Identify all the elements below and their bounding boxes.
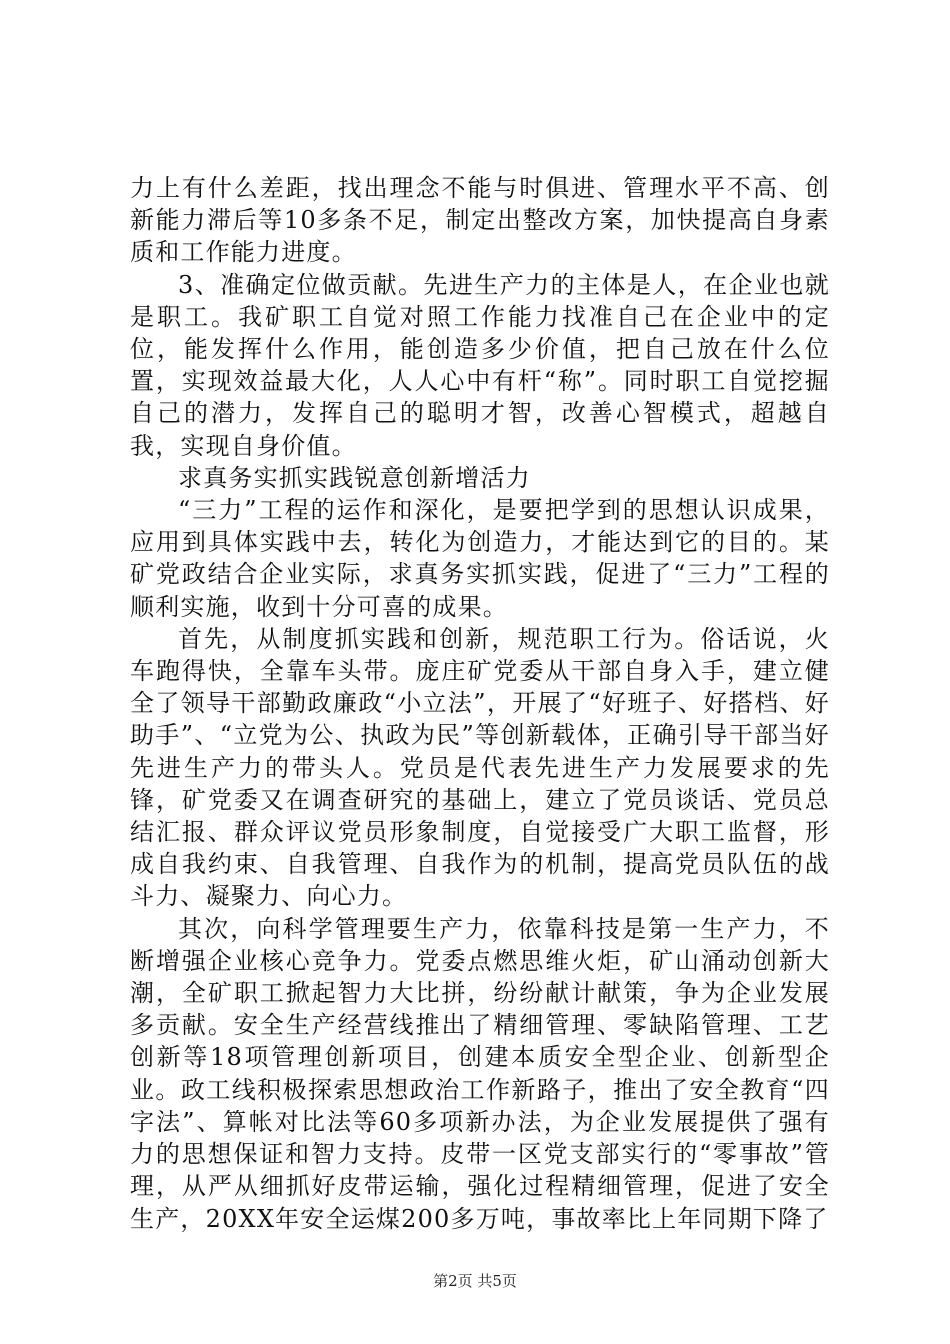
paragraph-3: “三力”工程的运作和深化，是要把学到的思想认识成果，应用到具体实践中去，转化为创造力，才能达到它的目的。某矿党政结合企业实际，求真务实抓实践，促进了“三力”工程的顺利实施，收到十分可喜的成果。 [130,496,830,621]
paragraph-5: 其次，向科学管理要生产力，依靠科技是第一生产力，不断增强企业核心竞争力。党委点燃思维火炬，矿山涌动创新大潮，全矿职工掀起智力大比拼，纷纷献计献策，争为企业发展多贡献。安全生产经营线推出了精细管理、零缺陷管理、工艺创新等18项管理创新项目，创建本质安全型企业、创新型企业。政工线积极探索思想政治工作新路子，推出了安全教育“四字法”、算帐对比法等60多项新办法，为企业发展提供了强有力的思想保证和智力支持。皮带一区党支部实行的“零事故”管理，从严从细抓好皮带运输，强化过程精细管理，促进了安全生产，20XX年安全运煤200多万吨，事故率比上年同期下降了 [130,914,830,1233]
paragraph-4: 首先，从制度抓实践和创新，规范职工行为。俗话说，火车跑得快，全靠车头带。庞庄矿党委从干部自身入手，建立健全了领导干部勤政廉政“小立法”，开展了“好班子、好搭档、好助手”、“立党为公、执政为民”等创新载体，正确引导干部当好先进生产力的带头人。党员是代表先进生产力发展要求的先锋，矿党委又在调查研究的基础上，建立了党员谈话、党员总结汇报、群众评议党员形象制度，自觉接受广大职工监督，形成自我约束、自我管理、自我作为的机制，提高党员队伍的战斗力、凝聚力、向心力。 [130,624,830,911]
paragraph-1: 力上有什么差距，找出理念不能与时俱进、管理水平不高、创新能力滞后等10多条不足，制定出整改方案，加快提高自身素质和工作能力进度。 [130,174,830,267]
document-page [130,172,830,1235]
section-heading: 求真务实抓实践锐意创新增活力 [178,463,531,492]
paragraph-2: 3、准确定位做贡献。先进生产力的主体是人，在企业也就是职工。我矿职工自觉对照工作能力找准自己在企业中的定位，能发挥什么作用，能创造多少价值，把自己放在什么位置，实现效益最大化，人人心中有杆“称”。同时职工自觉挖掘自己的潜力，发挥自己的聪明才智，改善心智模式，超越自我，实现自身价值。 [130,270,830,460]
page-number-footer: 第2页 共5页 [433,1272,517,1290]
